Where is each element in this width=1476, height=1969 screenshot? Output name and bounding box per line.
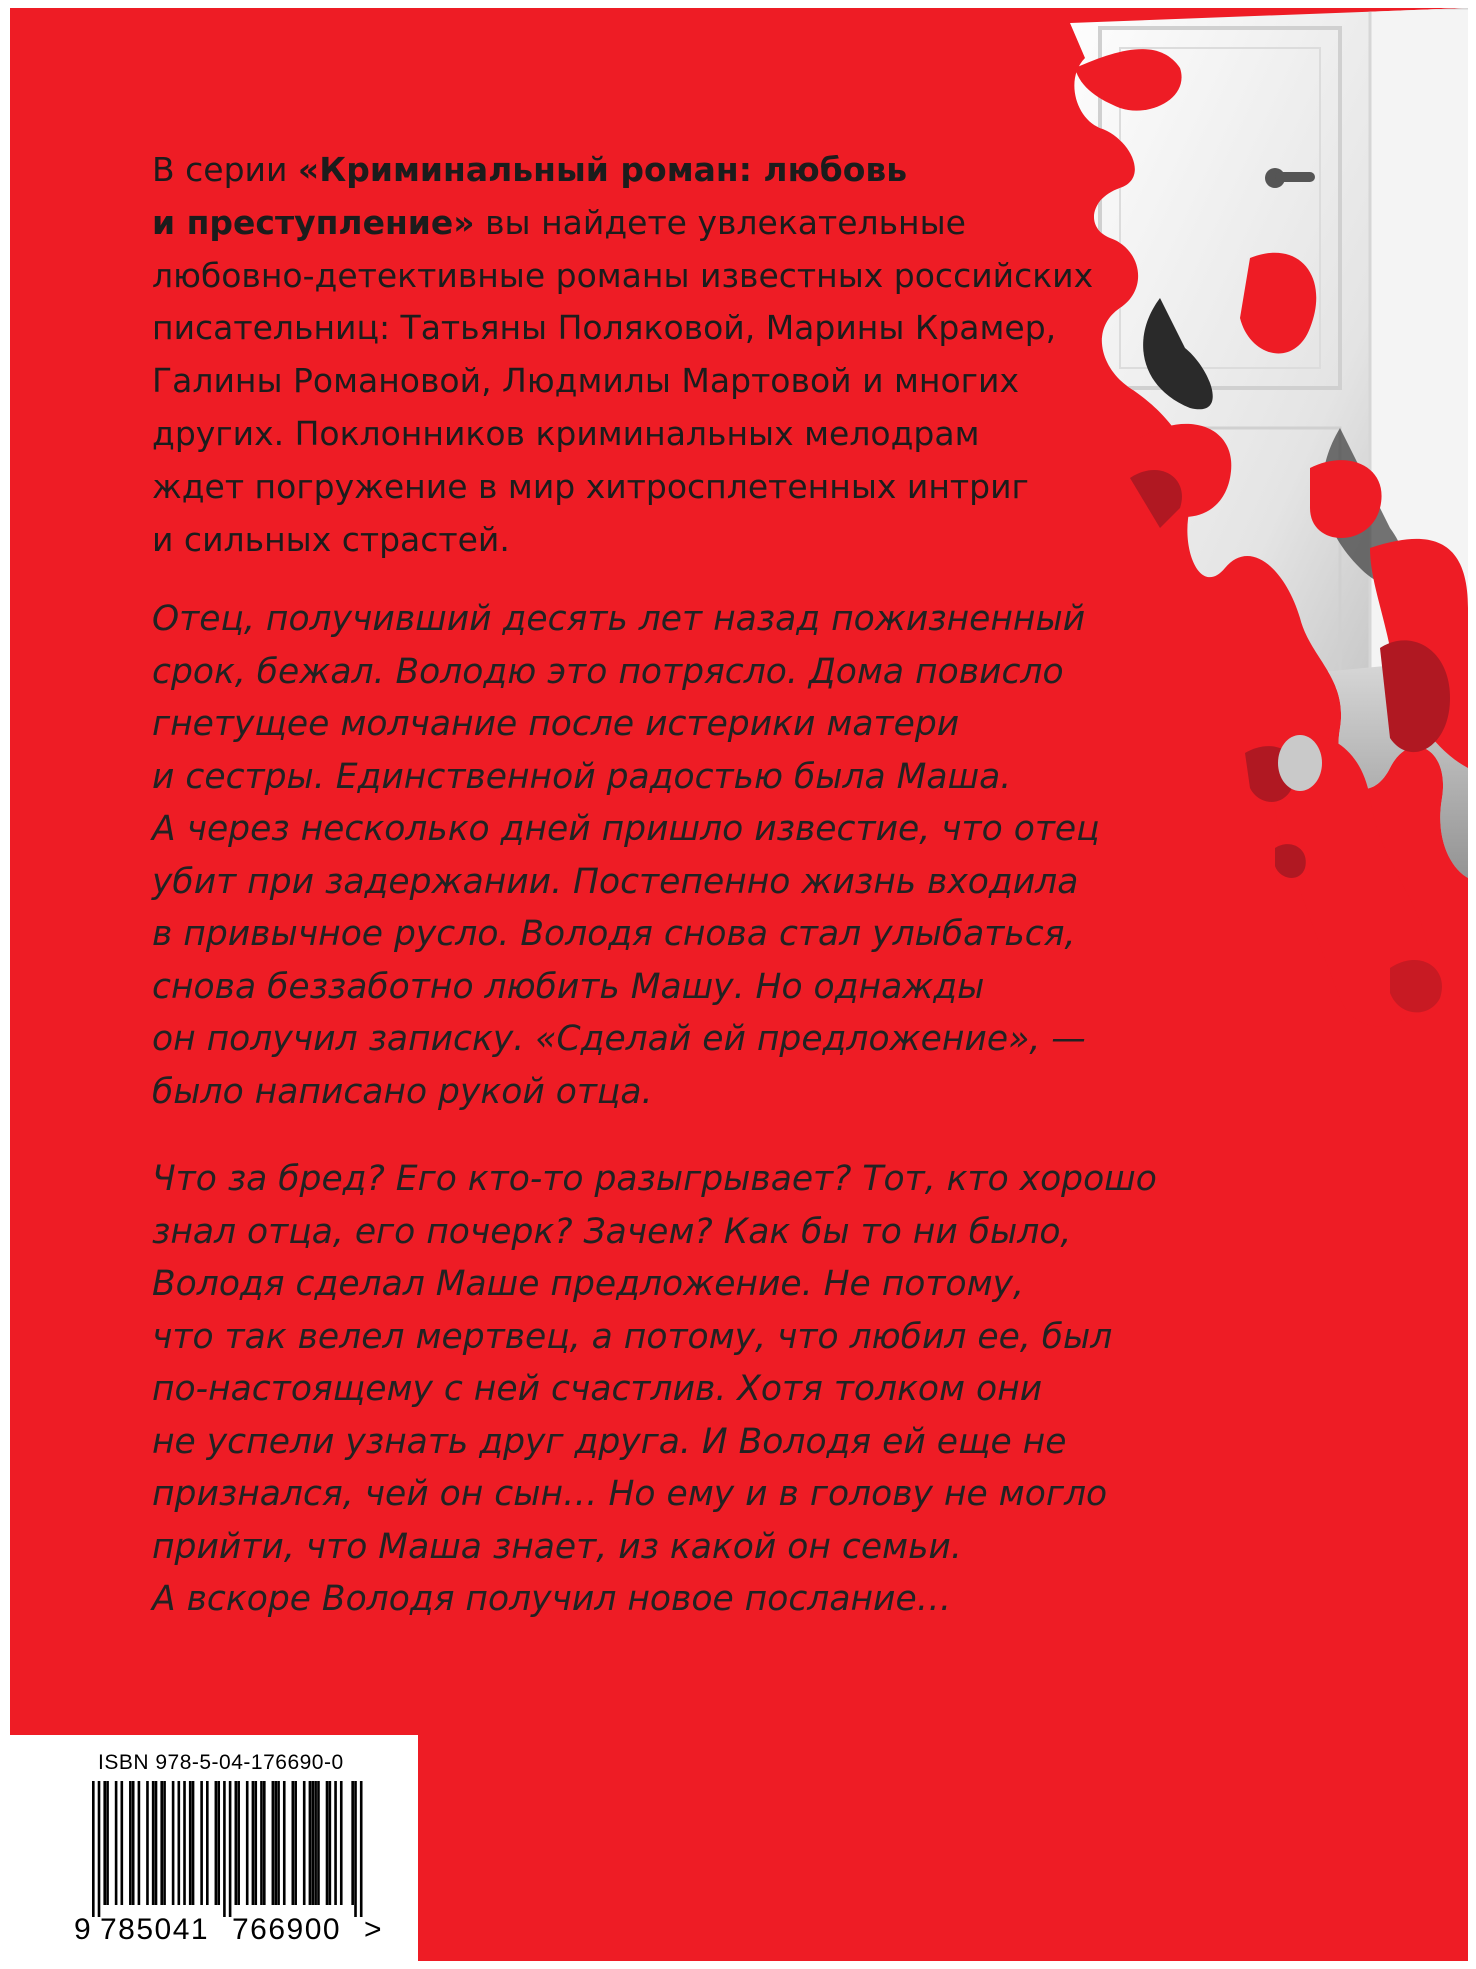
barcode-bar (246, 1781, 249, 1905)
barcode-bar (277, 1781, 280, 1905)
story-line: А через несколько дней пришло известие, что отец (152, 809, 1100, 849)
story-line: по-настоящему с ней счастлив. Хотя толком они (152, 1369, 1043, 1409)
barcode-bar (292, 1781, 295, 1905)
barcode-bar (92, 1781, 95, 1917)
barcode-digits-right: 766900 (232, 1913, 342, 1946)
barcode-bar (326, 1781, 329, 1905)
barcode-bar (252, 1781, 255, 1905)
story-paragraph-1 (152, 593, 1172, 1118)
barcode-bar (206, 1781, 209, 1905)
barcode-bar (160, 1781, 163, 1905)
barcode-bar (178, 1781, 181, 1905)
barcode-bar (217, 1781, 220, 1905)
story-line: и сестры. Единственной радостью была Маша. (152, 756, 1012, 797)
series-desc-line: и сильных страстей. (152, 519, 510, 559)
barcode-bar (329, 1781, 332, 1905)
series-name-part-2: и преступление» (152, 202, 475, 242)
barcode-bar (115, 1781, 118, 1905)
series-desc-line: других. Поклонников криминальных мелодрам (152, 413, 980, 453)
story-line: срок, бежал. Володю это потрясло. Дома повисло (152, 651, 1064, 692)
barcode-bar (132, 1781, 135, 1905)
barcode-bar (163, 1781, 166, 1905)
story-paragraph-2 (152, 1153, 1172, 1626)
barcode-bar (254, 1781, 257, 1905)
barcode-bar (183, 1781, 186, 1905)
barcode-bar (272, 1781, 275, 1905)
story-line: А вскоре Володя получил новое послание… (152, 1579, 952, 1619)
barcode-bar (303, 1781, 306, 1905)
barcode-bar (354, 1781, 357, 1917)
barcode-bar (283, 1781, 286, 1905)
barcode-bar (189, 1781, 192, 1905)
story-line: что так велел мертвец, а потому, что любил ее, был (152, 1316, 1113, 1357)
series-name-part-1: «Криминальный роман: любовь (297, 150, 908, 189)
back-cover (10, 8, 1468, 1961)
barcode-bar (340, 1781, 343, 1905)
story-line: убит при задержании. Постепенно жизнь входила (152, 861, 1079, 902)
barcode-bar (200, 1781, 203, 1905)
barcode-bar (351, 1781, 354, 1905)
barcode-bar (260, 1781, 263, 1905)
story-line: прийти, что Маша знает, из какой он семьи. (152, 1526, 962, 1567)
barcode-quiet-mark: > (364, 1913, 382, 1946)
barcode-bar (223, 1781, 226, 1917)
barcode-bar (215, 1781, 218, 1905)
barcode-bar (192, 1781, 195, 1905)
barcode-bar (138, 1781, 141, 1905)
barcode-bar (106, 1781, 109, 1905)
barcode-panel (10, 1735, 418, 1961)
barcode-digit-prefix: 9 (74, 1913, 91, 1946)
story-line: в привычное русло. Володя снова стал улыбаться, (152, 914, 1076, 954)
barcode-bar (98, 1781, 101, 1917)
story-line: не успели узнать друг друга. И Володя ей еще не (152, 1421, 1067, 1462)
story-line: снова беззаботно любить Машу. Но однажды (152, 966, 985, 1007)
barcode-digits-left: 785041 (100, 1913, 210, 1946)
isbn-label: ISBN 978-5-04-176690-0 (98, 1751, 344, 1774)
barcode-bar (309, 1781, 312, 1905)
series-desc-line: ждет погружение в мир хитросплетенных интриг (152, 466, 1029, 506)
story-line: гнетущее молчание после истерики матери (152, 704, 960, 744)
barcode-image (10, 1735, 418, 1961)
series-description (152, 144, 1152, 566)
barcode-bar (103, 1781, 106, 1905)
barcode-bar (263, 1781, 266, 1905)
barcode-bar (235, 1781, 238, 1905)
story-line: Володя сделал Маше предложение. Не потому, (152, 1264, 1024, 1304)
barcode-bar (360, 1781, 363, 1917)
barcode-bar (155, 1781, 158, 1905)
barcode-bar (172, 1781, 175, 1905)
barcode-bar (121, 1781, 124, 1905)
series-intro: В серии (152, 150, 298, 189)
story-line: он получил записку. «Сделай ей предложение», — (152, 1019, 1086, 1059)
barcode-bar (274, 1781, 277, 1905)
story-line: Отец, получивший десять лет назад пожизненный (152, 599, 1086, 639)
series-desc-line: любовно-детективные романы известных российских (152, 255, 1094, 295)
story-line: Что за бред? Его кто-то разыгрывает? Тот, кто хорошо (152, 1159, 1157, 1199)
barcode-bar (314, 1781, 317, 1905)
barcode-bar (152, 1781, 155, 1905)
barcode-bar (334, 1781, 337, 1905)
story-line: было написано рукой отца. (152, 1071, 653, 1112)
barcode-bar (311, 1781, 314, 1905)
series-desc-line-1: вы найдете увлекательные (474, 202, 966, 242)
barcode-bar (294, 1781, 297, 1905)
barcode-bar (129, 1781, 132, 1905)
barcode-bar (146, 1781, 149, 1905)
story-line: признался, чей он сын… Но ему и в голову не могло (152, 1474, 1108, 1514)
barcode-bar (237, 1781, 240, 1905)
series-desc-line: Галины Романовой, Людмилы Мартовой и многих (152, 361, 1019, 401)
story-line: знал отца, его почерк? Зачем? Как бы то ни было, (152, 1211, 1072, 1252)
series-desc-line: писательниц: Татьяны Поляковой, Марины Крамер, (152, 308, 1057, 348)
barcode-bar (317, 1781, 320, 1905)
barcode-bar (229, 1781, 232, 1917)
